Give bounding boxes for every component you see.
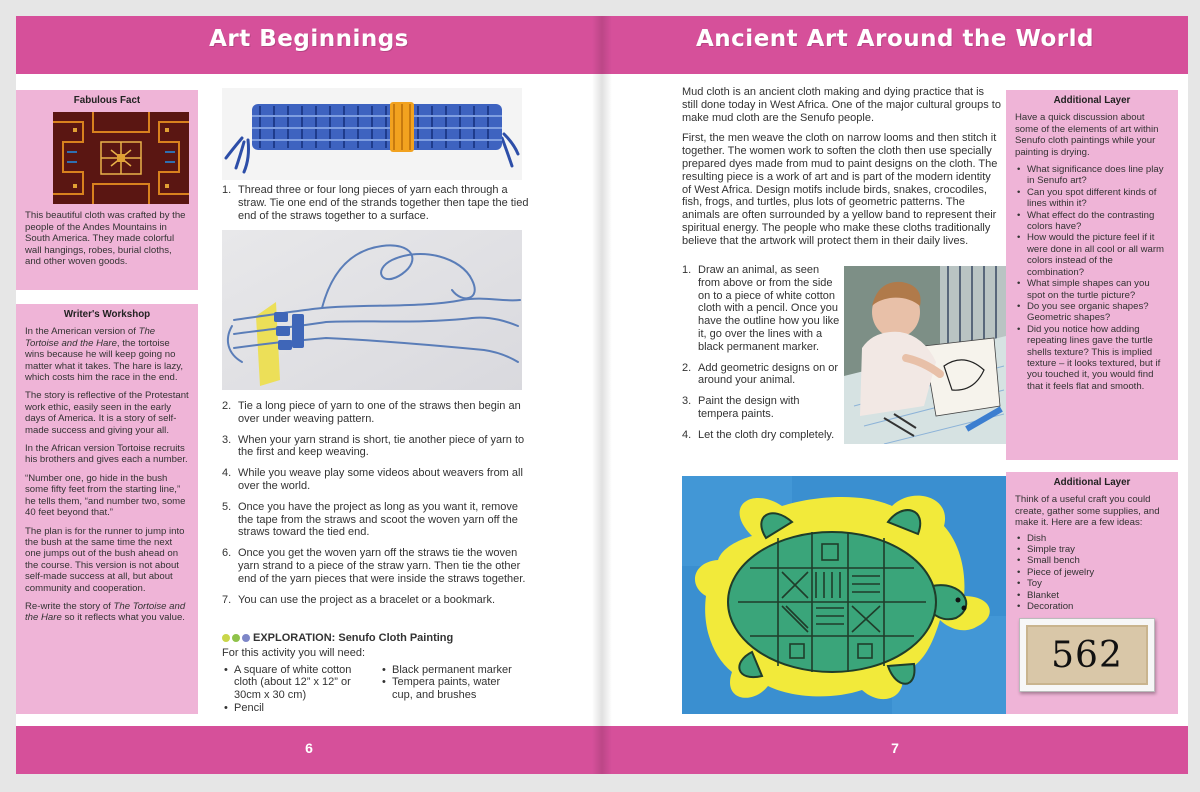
discussion-question: • Do you see organic shapes? Geometric shapes? xyxy=(1015,301,1169,324)
discussion-question: • What significance does line play in Senufo art? xyxy=(1015,164,1169,187)
senufo-steps xyxy=(682,264,840,450)
writers-workshop-paragraph: In the African version Tortoise recruits his brothers and gives each a number. xyxy=(25,443,188,466)
additional-layer-heading: Additional Layer xyxy=(1053,477,1131,488)
right-page xyxy=(602,16,1188,774)
discussion-question: • Can you spot different kinds of lines within it? xyxy=(1015,187,1169,210)
andes-cloth-image xyxy=(53,112,189,204)
craft-idea: • Small bench xyxy=(1015,555,1169,566)
craft-idea: • Toy xyxy=(1015,578,1169,589)
weaving-step xyxy=(222,400,532,426)
step-text: Once you have the project as long as you want it, remove the tape from the straws and scoot the woven yarn off the straws toward the tied end. xyxy=(238,500,519,539)
discussion-questions-list xyxy=(1015,164,1169,392)
exploration-dot-icon xyxy=(222,634,230,642)
step-number: 3. xyxy=(222,433,232,446)
discussion-question: • What simple shapes can you spot on the turtle picture? xyxy=(1015,278,1169,301)
supply-item: Pencil • xyxy=(224,701,264,714)
right-page-title: Ancient Art Around the World xyxy=(696,26,1094,52)
weaving-step xyxy=(222,594,532,607)
step-number: 3. xyxy=(682,395,692,408)
craft-idea: • Dish xyxy=(1015,533,1169,544)
house-number-plaque-image xyxy=(1019,618,1155,692)
senufo-step xyxy=(682,362,840,388)
writers-workshop-paragraph: In the American version of The Tortoise and the Hare, the tortoise wins because he will keep going no matter what it takes. The hare is lazy, which costs him the race in the end. xyxy=(25,326,184,384)
discussion-question: • How would the picture feel if it were done in all cool or all warm colors instead of the combination? xyxy=(1015,232,1169,278)
mud-cloth-intro xyxy=(682,86,1002,248)
exploration-dots xyxy=(222,634,250,642)
senufo-step xyxy=(682,395,840,421)
step-number: 4. xyxy=(682,428,692,441)
left-page-title: Art Beginnings xyxy=(209,26,409,52)
step-number: 1. xyxy=(682,264,692,276)
additional-layer-heading: Additional Layer xyxy=(1053,95,1131,106)
boy-drawing-photo xyxy=(844,266,1006,444)
book-spread xyxy=(16,16,1188,774)
step-text: Let the cloth dry completely. xyxy=(698,428,835,441)
bullet-icon: • xyxy=(382,676,386,689)
bullet-icon: • xyxy=(382,663,386,676)
step-text: Thread three or four long pieces of yarn each through a straw. Tie one end of the strands together then tape the tied end of the straws together to a surface. xyxy=(238,184,529,222)
craft-idea: • Decoration xyxy=(1015,601,1169,612)
additional-layer-intro: Think of a useful craft you could create, gather some supplies, and make it. Here are a few ideas: xyxy=(1015,494,1160,529)
craft-idea: • Simple tray xyxy=(1015,544,1169,555)
discussion-question: • Did you notice how adding repeating lines gave the turtle shells texture? This is implied texture – it looks textured, but if you touched it, you would find that it feels flat and smooth. xyxy=(1015,324,1169,392)
step-number: 7. xyxy=(222,593,232,606)
step-text: Draw an animal, as seen from above or from the side on to a piece of white cotton cloth with a pencil. Once you have the outline how you like it, go over the lines with a black permanent marker. xyxy=(698,264,840,353)
fabulous-fact-text: This beautiful cloth was crafted by the people of the Andes Mountains in South America. They made colorful wall hangings, robes, burial cloths, and other woven goods. xyxy=(25,210,186,268)
craft-idea: • Piece of jewelry xyxy=(1015,567,1169,578)
discussion-question: • What effect do the contrasting colors have? xyxy=(1015,210,1169,233)
craft-idea: • Blanket xyxy=(1015,590,1169,601)
craft-ideas-list xyxy=(1015,533,1169,613)
step-text: Add geometric designs on or around your animal. xyxy=(698,361,839,387)
weaving-step xyxy=(222,467,532,493)
writers-workshop-paragraph: The plan is for the runner to jump into the bush at the same time the next one jumps out of the bush ahead on the course. This version is not about self-made success at all, but about community and cooperation. xyxy=(25,525,185,594)
left-page-number: 6 xyxy=(305,740,313,756)
left-page-footer xyxy=(16,726,602,774)
step-text: You can use the project as a bracelet or a bookmark. xyxy=(238,593,496,606)
writers-workshop-paragraph: “Number one, go hide in the bush some fifty feet from the starting line,” he tells them, “and number two, some 40 feet beyond that.” xyxy=(25,472,186,519)
weaving-step xyxy=(222,501,532,539)
step-text: While you weave play some videos about weavers from all over the world. xyxy=(238,467,523,492)
right-page-header xyxy=(602,16,1188,74)
step-number: 6. xyxy=(222,547,232,560)
supplies-list-col1 xyxy=(222,664,370,715)
weaving-step xyxy=(222,547,532,585)
writers-workshop-heading: Writer's Workshop xyxy=(63,309,151,320)
turtle-painting-photo xyxy=(682,476,1006,714)
bullet-icon: • xyxy=(224,663,228,676)
step-number: 4. xyxy=(222,467,232,480)
step-text: Tie a long piece of yarn to one of the straws then begin an over under weaving pattern. xyxy=(238,400,521,425)
fabulous-fact-heading: Fabulous Fact xyxy=(73,95,141,106)
weaving-steps-part1 xyxy=(222,184,532,230)
exploration-dot-icon xyxy=(232,634,240,642)
step-number: 1. xyxy=(222,184,232,196)
supply-item: Black permanent marker • xyxy=(382,663,512,676)
step-text: Paint the design with tempera paints. xyxy=(698,395,800,420)
woven-yarn-photo xyxy=(222,88,522,180)
right-page-footer xyxy=(602,726,1188,774)
writers-workshop-paragraph: The story is reflective of the Protestant work ethic, easily seen in the early days of America. It is a story of self-made success and giving your all. xyxy=(25,390,189,436)
senufo-step xyxy=(682,264,840,354)
step-number: 2. xyxy=(222,400,232,412)
additional-layer-box-2 xyxy=(1006,472,1178,714)
weaving-step xyxy=(222,434,532,460)
exploration-heading: EXPLORATION: Senufo Cloth Painting xyxy=(253,632,454,644)
additional-layer-box-1 xyxy=(1006,90,1178,460)
writers-workshop-box xyxy=(16,304,198,714)
senufo-step xyxy=(682,429,840,442)
exploration-dot-icon xyxy=(242,634,250,642)
step-text: When your yarn strand is short, tie another piece of yarn to the first and keep weaving. xyxy=(238,433,525,459)
supplies-list-col2 xyxy=(380,664,520,715)
supply-item: A square of white cotton cloth (about 12” x 12” or 30cm x 30 cm) • xyxy=(224,663,352,702)
step-text: Once you get the woven yarn off the straws tie the woven yarn strand to a piece of the straw yarn. Then tie the other end of the yarn pieces that were inside the straws together. xyxy=(238,547,526,585)
step-number: 5. xyxy=(222,500,232,513)
fabulous-fact-box xyxy=(16,90,198,290)
exploration-section xyxy=(222,632,532,715)
left-page xyxy=(16,16,602,774)
yarn-straws-photo xyxy=(222,230,522,390)
step-number: 2. xyxy=(682,361,692,374)
exploration-intro: For this activity you will need: xyxy=(222,646,366,659)
weaving-step xyxy=(222,184,532,222)
plaque-number: 562 xyxy=(1051,634,1123,676)
intro-paragraph: Mud cloth is an ancient cloth making and dying practice that is still done today in West Africa. One of the major cultural groups to make mud cloth are the Senufo people. xyxy=(682,86,1001,124)
left-page-header xyxy=(16,16,602,74)
intro-paragraph: First, the men weave the cloth on narrow looms and then stitch it together. The women work to soften the cloth then use specially prepared dyes made from mud to paint designs on the cloth. The resulting piece is a work of art and is part of the modern identity of West Africa. Design motifs include birds, snakes, crocodiles, fish, frogs, and turtles, plus lots of geometric patterns. The animals are often surrounded by a yellow band to represent their spiritual energy. The people who make these cloths traditionally believe that the artwork will protect them in their daily lives. xyxy=(682,132,998,247)
right-page-number: 7 xyxy=(891,740,899,756)
weaving-steps-part2 xyxy=(222,400,532,614)
additional-layer-intro: Have a quick discussion about some of the elements of art within Senufo cloth paintings while your painting is drying. xyxy=(1015,112,1159,158)
writers-workshop-paragraph: Re-write the story of The Tortoise and the Hare so it reflects what you value. xyxy=(25,600,186,624)
supply-item: Tempera paints, water cup, and brushes • xyxy=(382,676,501,702)
bullet-icon: • xyxy=(224,701,228,714)
